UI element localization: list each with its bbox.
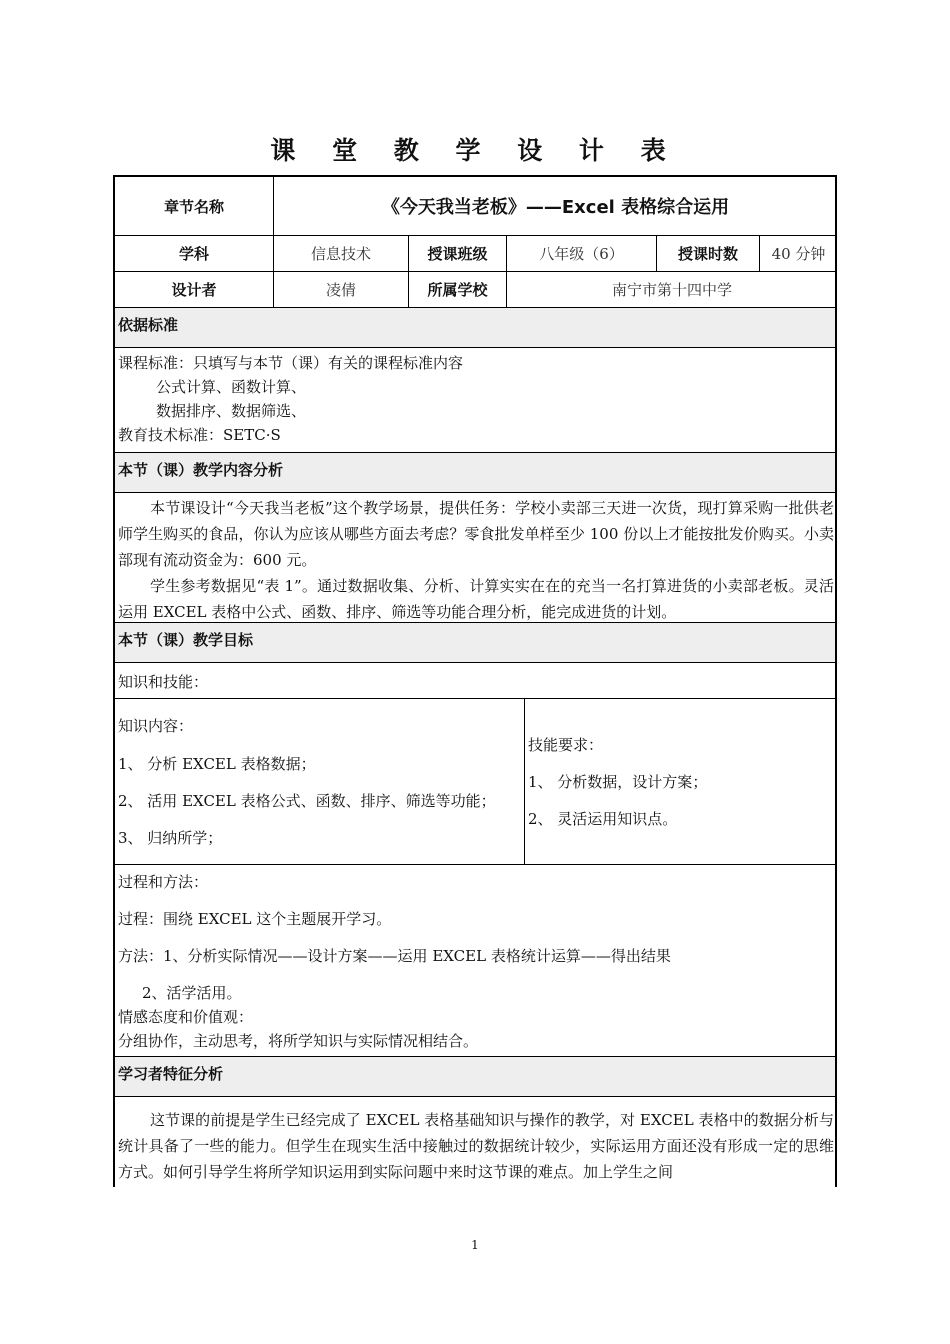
hours-label: 授课时数 bbox=[656, 235, 759, 271]
method-line: 2、活学活用。 bbox=[142, 984, 242, 1002]
standards-body bbox=[115, 347, 837, 452]
standards-line: 课程标准：只填写与本节（课）有关的课程标准内容 bbox=[118, 354, 464, 372]
subject-value: 信息技术 bbox=[273, 235, 408, 271]
knowledge-skills-title: 知识和技能： bbox=[118, 673, 209, 691]
content-paragraph: 本节课设计“今天我当老板”这个教学场景，提供任务：学校小卖部三天进一次货，现打算采购一批供老师学生购买的食品，你认为应该从哪些方面去考虑？零食批发单样至少 100 份以上才能按批发价购买。小卖部现有流动资金为：600 元。 bbox=[118, 499, 834, 569]
subject-label: 学科 bbox=[115, 235, 273, 271]
designer-label: 设计者 bbox=[115, 271, 273, 307]
chapter-value: 《今天我当老板》——Excel 表格综合运用 bbox=[273, 177, 837, 235]
knowledge-item: 3、 归纳所学； bbox=[118, 829, 223, 847]
page-number: 1 bbox=[471, 1238, 479, 1252]
attitude-line: 分组协作，主动思考，将所学知识与实际情况相结合。 bbox=[118, 1032, 479, 1050]
process-title: 过程和方法： bbox=[118, 873, 209, 891]
skill-title: 技能要求： bbox=[528, 736, 604, 754]
knowledge-title: 知识内容： bbox=[118, 717, 194, 735]
skill-item: 1、 分析数据，设计方案； bbox=[528, 773, 708, 791]
hours-value: 40 分钟 bbox=[759, 235, 837, 271]
skill-requirements-cell bbox=[524, 698, 837, 864]
standards-line: 数据排序、数据筛选、 bbox=[156, 402, 307, 420]
learner-body bbox=[115, 1096, 837, 1187]
content-analysis-body bbox=[115, 492, 837, 622]
learner-heading: 学习者特征分析 bbox=[115, 1056, 837, 1096]
class-label: 授课班级 bbox=[408, 235, 506, 271]
content-paragraph: 学生参考数据见“表 1”。通过数据收集、分析、计算实实在在的充当一名打算进货的小卖部老板。灵活运用 EXCEL 表格中公式、函数、排序、筛选等功能合理分析，能完成进货的计划。 bbox=[118, 577, 834, 621]
knowledge-skills-row bbox=[115, 662, 837, 698]
designer-value: 凌倩 bbox=[273, 271, 408, 307]
attitude-title: 情感态度和价值观： bbox=[118, 1008, 254, 1026]
knowledge-item: 1、 分析 EXCEL 表格数据； bbox=[118, 755, 316, 773]
process-line: 过程：围绕 EXCEL 这个主题展开学习。 bbox=[118, 910, 392, 928]
page-title: 课 堂 教 学 设 计 表 bbox=[270, 136, 680, 165]
class-value: 八年级（6） bbox=[506, 235, 656, 271]
process-methods-cell bbox=[115, 864, 837, 1056]
standards-line: 公式计算、函数计算、 bbox=[156, 378, 307, 396]
chapter-label: 章节名称 bbox=[163, 197, 224, 216]
standards-heading: 依据标准 bbox=[115, 307, 837, 347]
knowledge-content-cell bbox=[115, 698, 524, 864]
content-analysis-heading: 本节（课）教学内容分析 bbox=[115, 452, 837, 492]
objectives-heading: 本节（课）教学目标 bbox=[115, 622, 837, 662]
lesson-design-table bbox=[113, 175, 837, 1187]
school-label: 所属学校 bbox=[408, 271, 506, 307]
learner-paragraph: 这节课的前提是学生已经完成了 EXCEL 表格基础知识与操作的教学，对 EXCEL 表格中的数据分析与统计具备了一些的能力。但学生在现实生活中接触过的数据统计较少，实际运用方面还没有形成一定的思维方式。如何引导学生将所学知识运用到实际问题中来时这节课的难点。加上学生之间 bbox=[118, 1111, 834, 1181]
knowledge-item: 2、 活用 EXCEL 表格公式、函数、排序、筛选等功能； bbox=[118, 792, 496, 810]
standards-line: 教育技术标准：SETC·S bbox=[118, 426, 281, 444]
skill-item: 2、 灵活运用知识点。 bbox=[528, 810, 678, 828]
method-line: 方法：1、分析实际情况——设计方案——运用 EXCEL 表格统计运算——得出结果 bbox=[118, 947, 671, 965]
school-value: 南宁市第十四中学 bbox=[506, 271, 837, 307]
